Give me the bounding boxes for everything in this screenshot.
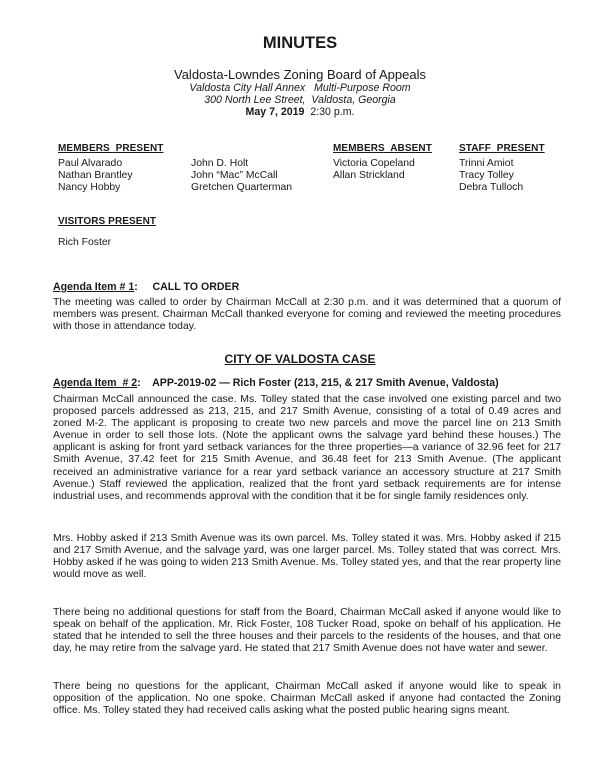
- member-name: Paul Alvarado: [58, 158, 123, 169]
- agenda-item-1-heading: Agenda Item # 1: CALL TO ORDER: [53, 281, 240, 293]
- member-name: Allan Strickland: [333, 170, 405, 181]
- staff-name: Debra Tulloch: [459, 182, 524, 193]
- members-present-col1: [58, 158, 133, 194]
- meeting-address: 300 North Lee Street, Valdosta, Georgia: [204, 94, 396, 106]
- staff-name: Tracy Tolley: [459, 170, 514, 181]
- agenda-item-2-paragraph: There being no additional questions for staff from the Board, Chairman McCall asked if anyone would like to speak on behalf of the application. Mr. Rick Foster, 108 Tucker Road, spoke on behalf of his application. He stated that he intended to sell the three houses and their parcels to the residents of the houses, and that one day, he may retire from the salvage yard. He stated that 217 Smith Avenue does not have water and sewer.: [53, 607, 561, 655]
- agenda-item-title: APP-2019-02 — Rich Foster (213, 215, & 217 Smith Avenue, Valdosta): [152, 377, 499, 389]
- agenda-item-label: Agenda Item # 1: [53, 281, 135, 293]
- members-present-col2: [191, 158, 292, 194]
- staff-present-list: [459, 158, 523, 194]
- visitors-list: [58, 237, 111, 249]
- member-name: Gretchen Quarterman: [191, 182, 293, 193]
- member-name: John D. Holt: [191, 158, 249, 169]
- staff-present-heading: STAFF PRESENT: [459, 143, 545, 154]
- agenda-item-1-paragraph: The meeting was called to order by Chairman McCall at 2:30 p.m. and it was determined that a quorum of members was present. Chairman McCall thanked everyone for coming and reviewed the meeting procedures with those in attendance today.: [53, 297, 561, 333]
- visitor-name: Rich Foster: [58, 237, 112, 248]
- member-name: Nancy Hobby: [58, 182, 121, 193]
- members-absent-heading: MEMBERS ABSENT: [333, 143, 432, 154]
- section-heading: CITY OF VALDOSTA CASE: [224, 352, 376, 366]
- meeting-time: 2:30 p.m.: [310, 106, 355, 118]
- members-present-heading: MEMBERS PRESENT: [58, 143, 164, 154]
- agenda-item-2-heading: Agenda Item # 2: APP-2019-02 — Rich Foster (213, 215, & 217 Smith Avenue, Valdosta): [53, 377, 499, 389]
- agenda-item-label: Agenda Item # 2: [53, 377, 138, 389]
- meeting-datetime: [0, 106, 600, 118]
- agenda-item-2-paragraph: Mrs. Hobby asked if 213 Smith Avenue was its own parcel. Ms. Tolley stated it was. Mrs. Hobby asked if 215 and 217 Smith Avenue, and the salvage yard, was one larger parcel. Ms. Tolley stated that was correct. Mrs. Hobby asked if he was going to widen 213 Smith Avenue. Ms. Tolley stated yes, and that the rear property line would move as well.: [53, 533, 561, 581]
- agenda-item-title: CALL TO ORDER: [152, 281, 240, 293]
- staff-name: Trinni Amiot: [459, 158, 514, 169]
- member-name: Nathan Brantley: [58, 170, 133, 181]
- member-name: Victoria Copeland: [333, 158, 415, 169]
- agenda-item-2-paragraph: Chairman McCall announced the case. Ms. Tolley stated that the case involved one existing parcel and two proposed parcels addressed as 213, 215, and 217 Smith Avenue, consisting of a total of 0.49 acres and zoned M-2. The applicant is proposing to create two new parcels and move the parcel line on 213 Smith Avenue in order to sell those lots. (Note the applicant owns the salvage yard behind these houses.) The applicant is asking for front yard setback variances for the three properties—a variance of 32.96 feet for 217 Smith Avenue, 37.42 feet for 215 Smith Avenue, and 36.48 feet for 213 Smith Avenue. (The applicant received an administrative variance for a rear yard setback variance an accessory structure at 217 Smith Avenue.) Staff reviewed the application, realized that the front yard setback requirements are for intense industrial uses, and recommends approval with the condition that it be for single family residences only.: [53, 394, 561, 502]
- members-absent-list: [333, 158, 415, 182]
- member-name: John “Mac” McCall: [191, 170, 278, 181]
- document-title: MINUTES: [262, 34, 338, 52]
- board-name: Valdosta-Lowndes Zoning Board of Appeals: [174, 67, 426, 82]
- meeting-date: May 7, 2019: [245, 106, 305, 118]
- visitors-present-heading: VISITORS PRESENT: [58, 216, 157, 227]
- agenda-item-2-paragraph: There being no questions for the applicant, Chairman McCall asked if anyone would like to speak in opposition of the application. No one spoke. Chairman McCall asked if anyone had contacted the Zoning office. Ms. Tolley stated they had received calls asking what the posted public hearing signs meant.: [53, 681, 561, 717]
- meeting-location: Valdosta City Hall Annex Multi-Purpose Room: [189, 82, 411, 94]
